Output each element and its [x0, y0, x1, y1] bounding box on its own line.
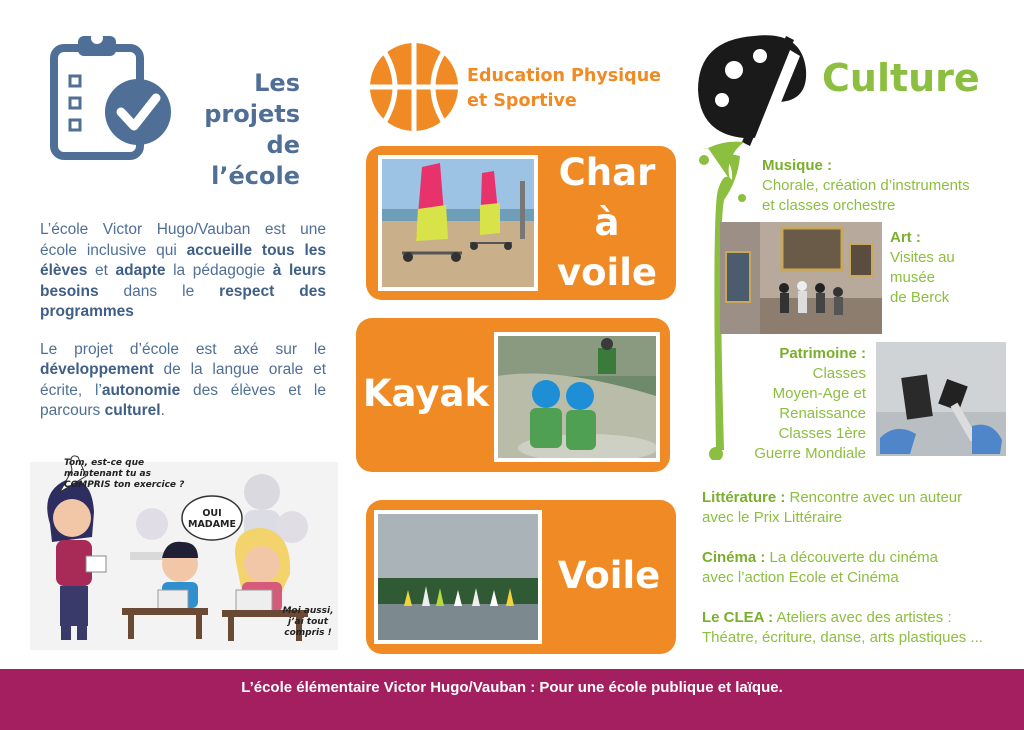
litterature-line-2: avec le Prix Littéraire [702, 509, 843, 526]
intro-paragraph-2 [40, 340, 326, 422]
title-line: Les [254, 69, 300, 97]
text: Le projet d’école est axé sur le [40, 340, 326, 358]
patrimoine-line: Renaissance [779, 405, 866, 422]
sport-title [467, 64, 697, 114]
emphasis: développement [40, 361, 154, 378]
card-title-line: voile [557, 251, 657, 294]
emphasis: adapte [115, 262, 166, 279]
art-line: musée [890, 269, 936, 286]
teacher-speech-bubble: Tom, est-ce que maintenant tu as COMPRIS ton exercice ? [64, 458, 185, 490]
emphasis: accueille tous les élèves [40, 241, 326, 279]
text: la pédagogie [165, 262, 273, 279]
card-title-line: Char [558, 151, 656, 194]
emphasis: culturel [104, 402, 161, 419]
basketball-icon [367, 40, 461, 134]
text: des élèves et le parcours [40, 381, 326, 419]
activity-card-char-a-voile [366, 146, 676, 300]
text: . [160, 402, 165, 419]
museum-photo [720, 222, 882, 334]
card-title: Voile [557, 554, 661, 597]
text: de la langue orale et écrite, l’ [40, 361, 326, 399]
title-line: projets [204, 100, 300, 128]
text: dans le [98, 282, 220, 300]
patrimoine-line: Guerre Mondiale [754, 445, 866, 462]
patrimoine-line: Moyen-Age et [772, 385, 866, 402]
clea-block [702, 608, 1020, 648]
card-title-line: à [594, 201, 620, 244]
sport-title-line-1: Education Physique [467, 66, 662, 86]
card-title: Kayak [362, 372, 490, 415]
litterature-block [702, 488, 1002, 528]
litterature-label: Littérature : [702, 489, 786, 506]
musique-line: Chorale, création d’instruments [762, 177, 970, 194]
cinema-text: La découverte du cinéma [765, 549, 938, 566]
musique-block [762, 156, 1012, 216]
art-line: Visites au [890, 249, 955, 266]
art-line: de Berck [890, 289, 950, 306]
text: et [87, 262, 116, 279]
clea-label: Le CLEA : [702, 609, 774, 626]
clea-line-2: Théatre, écriture, danse, arts plastiques ... [702, 629, 983, 646]
art-block [890, 228, 1010, 308]
clipboard-check-icon [50, 30, 180, 165]
text: L’école Victor Hugo/Vauban est une école inclusive qui [40, 221, 326, 259]
cinema-label: Cinéma : [702, 549, 766, 566]
card-title [538, 148, 676, 298]
emphasis: respect des programmes [40, 282, 326, 320]
litterature-text: Rencontre avec un auteur [785, 489, 963, 506]
classroom-cartoon [30, 432, 338, 650]
musique-label: Musique : [762, 157, 832, 174]
art-label: Art : [890, 229, 921, 246]
patrimoine-label: Patrimoine : [779, 345, 866, 362]
activity-card-kayak [356, 318, 670, 472]
left-title [190, 68, 300, 192]
clea-text: Ateliers avec des artistes : [773, 609, 952, 626]
patrimoine-block [722, 344, 866, 464]
culture-title: Culture [822, 56, 980, 100]
intro-paragraph-1 [40, 220, 326, 323]
student-speech-bubble: OUI MADAME [188, 508, 236, 530]
footer-banner [0, 669, 1024, 730]
girl-speech-bubble: Moi aussi, j’ai tout compris ! [282, 606, 334, 638]
footer-text: L’école élémentaire Victor Hugo/Vauban : Pour une école publique et laïque. [241, 679, 783, 696]
land-sailing-photo [378, 155, 538, 291]
heritage-workshop-photo [876, 342, 1006, 456]
musique-line: et classes orchestre [762, 197, 896, 214]
activity-card-voile [366, 500, 676, 654]
cinema-block [702, 548, 1002, 588]
sport-title-line-2: et Sportive [467, 91, 577, 111]
kayak-photo [494, 332, 660, 462]
sailing-photo [374, 510, 542, 644]
emphasis: à leurs besoins [40, 262, 326, 300]
cinema-line-2: avec l’action Ecole et Cinéma [702, 569, 899, 586]
title-line: de l’école [211, 131, 300, 190]
patrimoine-line: Classes 1ère [778, 425, 866, 442]
patrimoine-line: Classes [812, 365, 866, 382]
intro-text [40, 220, 326, 439]
emphasis: autonomie [101, 381, 181, 399]
